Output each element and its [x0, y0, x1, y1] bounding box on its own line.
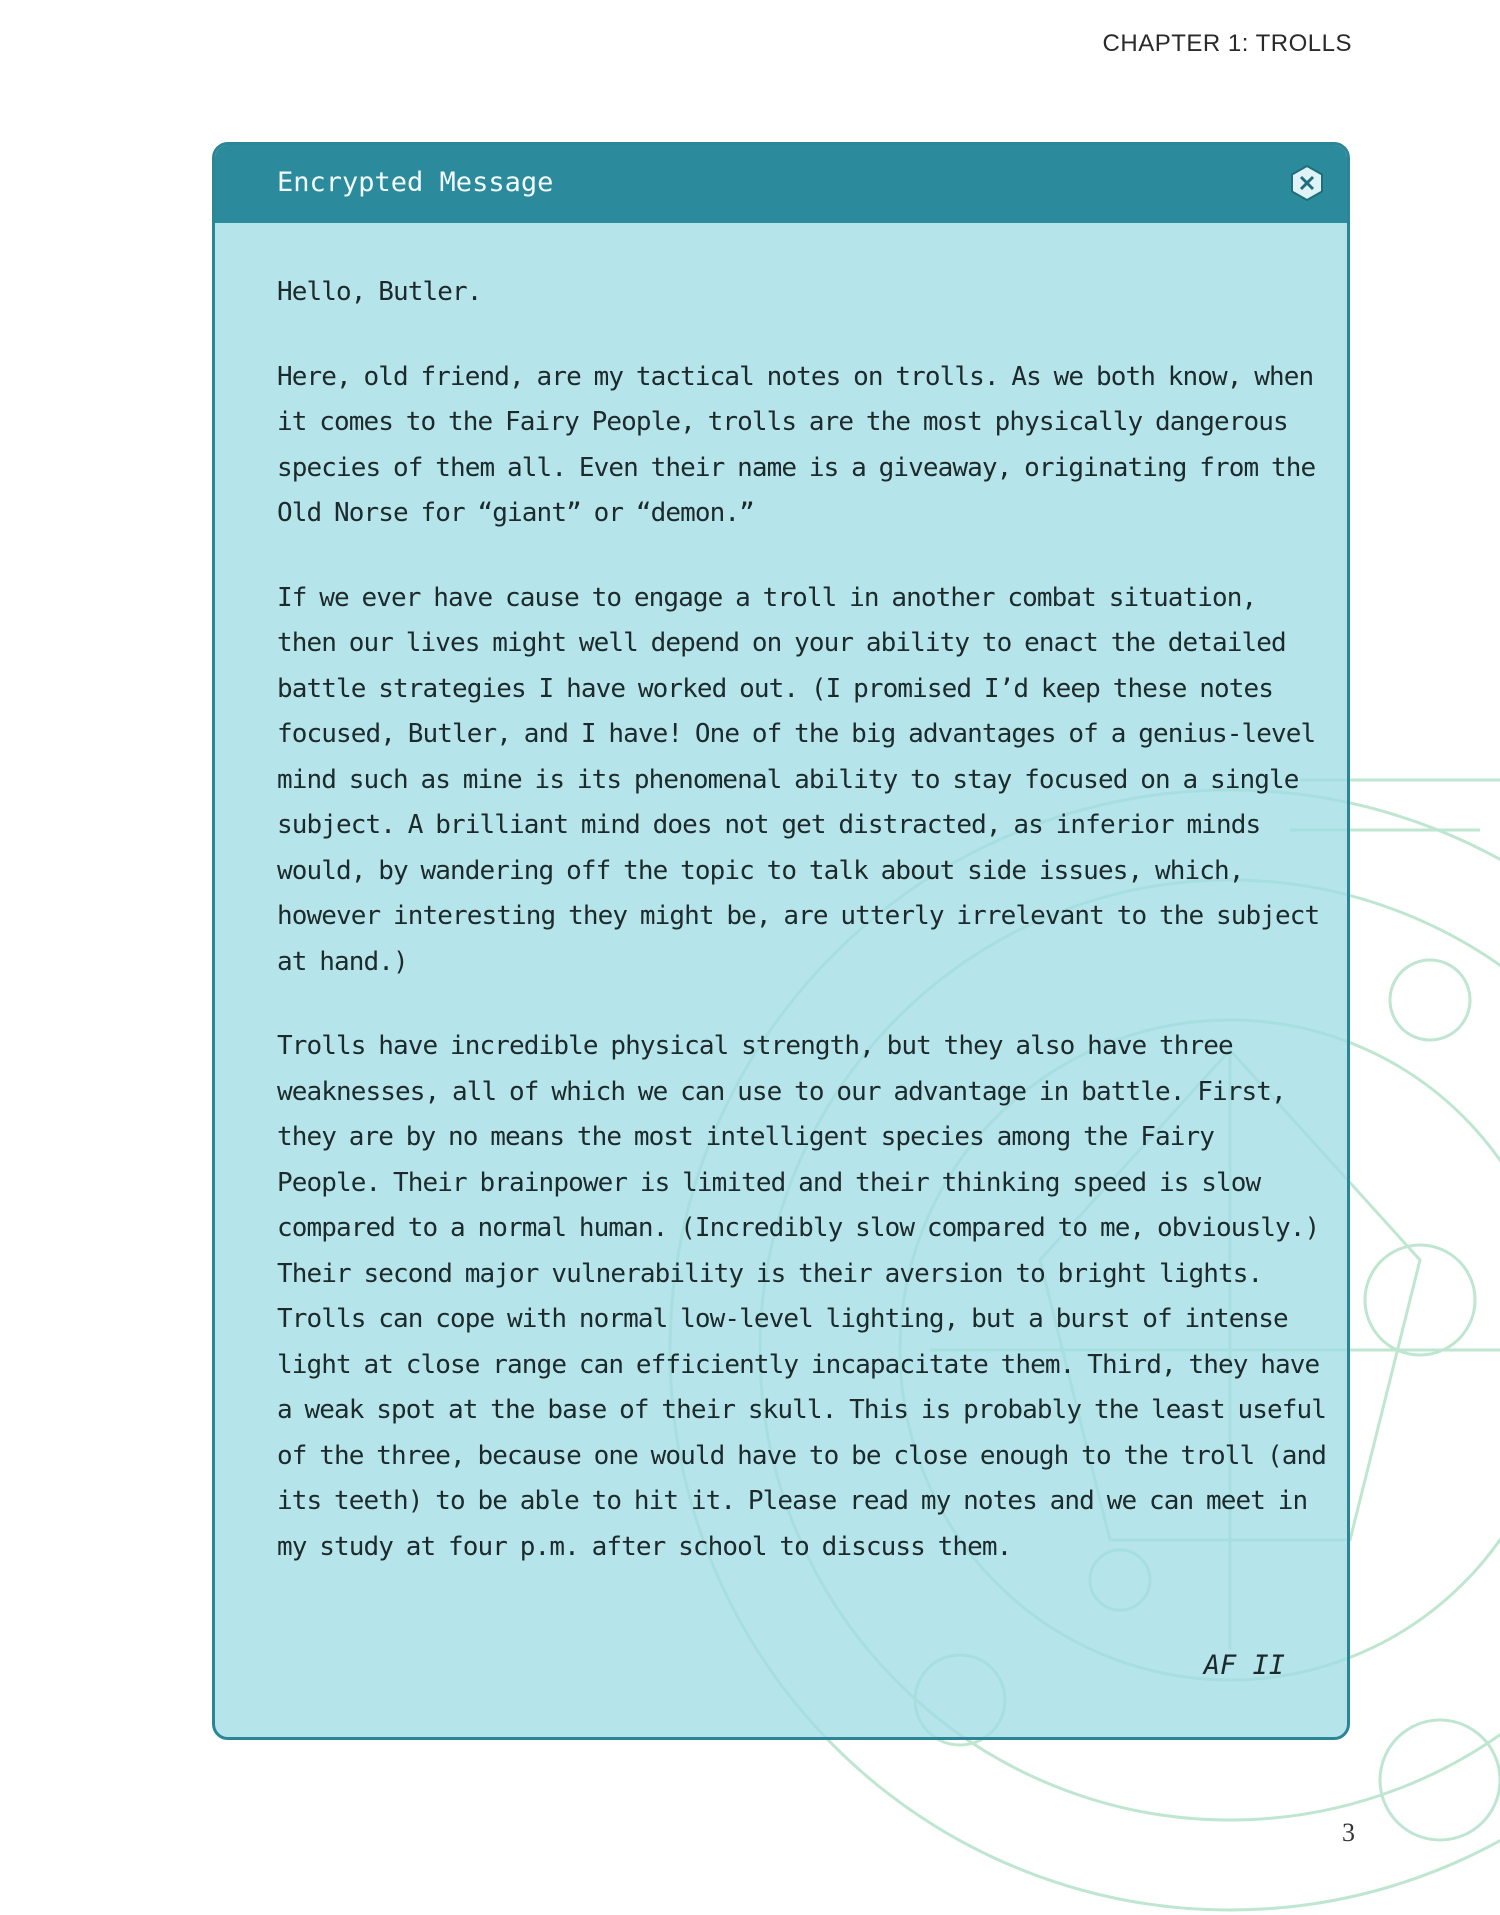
message-paragraph-2: If we ever have cause to engage a troll in another combat situation, then our lives might well depend on your ability to enact the detailed battle strategies I have worked out. (I promised I’d keep these notes focused, Butler, and I have! One of the big advantages of a genius-level mind such as mine is its phenomenal ability to stay focused on a single subject. A brilliant mind does not get distracted, as inferior minds would, by wandering off the topic to talk about side issues, which, however interesting they might be, are utterly irrelevant to the subject at hand.)	[277, 582, 1320, 977]
message-body	[277, 270, 1327, 1609]
message-greeting: Hello, Butler.	[277, 277, 482, 307]
window-titlebar	[215, 145, 1347, 223]
message-signature: AF II	[1203, 1650, 1285, 1681]
encrypted-message-window	[212, 142, 1350, 1740]
close-icon	[1289, 165, 1325, 201]
message-paragraph-1: Here, old friend, are my tactical notes on trolls. As we both know, when it comes to the Fairy People, trolls are the most physically dangerous species of them all. Even their name is a giveaway, originating from the Old Norse for “giant” or “demon.”	[277, 361, 1316, 528]
page-number: 3	[1342, 1818, 1355, 1847]
running-head: CHAPTER 1: TROLLS	[1102, 30, 1352, 57]
close-button[interactable]	[1289, 165, 1325, 201]
message-paragraph-3: Trolls have incredible physical strength, but they also have three weaknesses, all of which we can use to our advantage in battle. First, they are by no means the most intelligent species among the Fairy People. Their brainpower is limited and their thinking speed is slow compared to a normal human. (Incredibly slow compared to me, obviously.) Their second major vulnerability is their aversion to bright lights. Trolls can cope with normal low-level lighting, but a burst of intense light at close range can efficiently incapacitate them. Third, they have a weak spot at the base of their skull. This is probably the least useful of the three, because one would have to be close enough to the troll (and its teeth) to be able to hit it. Please read my notes and we can meet in my study at four p.m. after school to discuss them.	[277, 1031, 1326, 1562]
window-title: Encrypted Message	[277, 167, 554, 198]
